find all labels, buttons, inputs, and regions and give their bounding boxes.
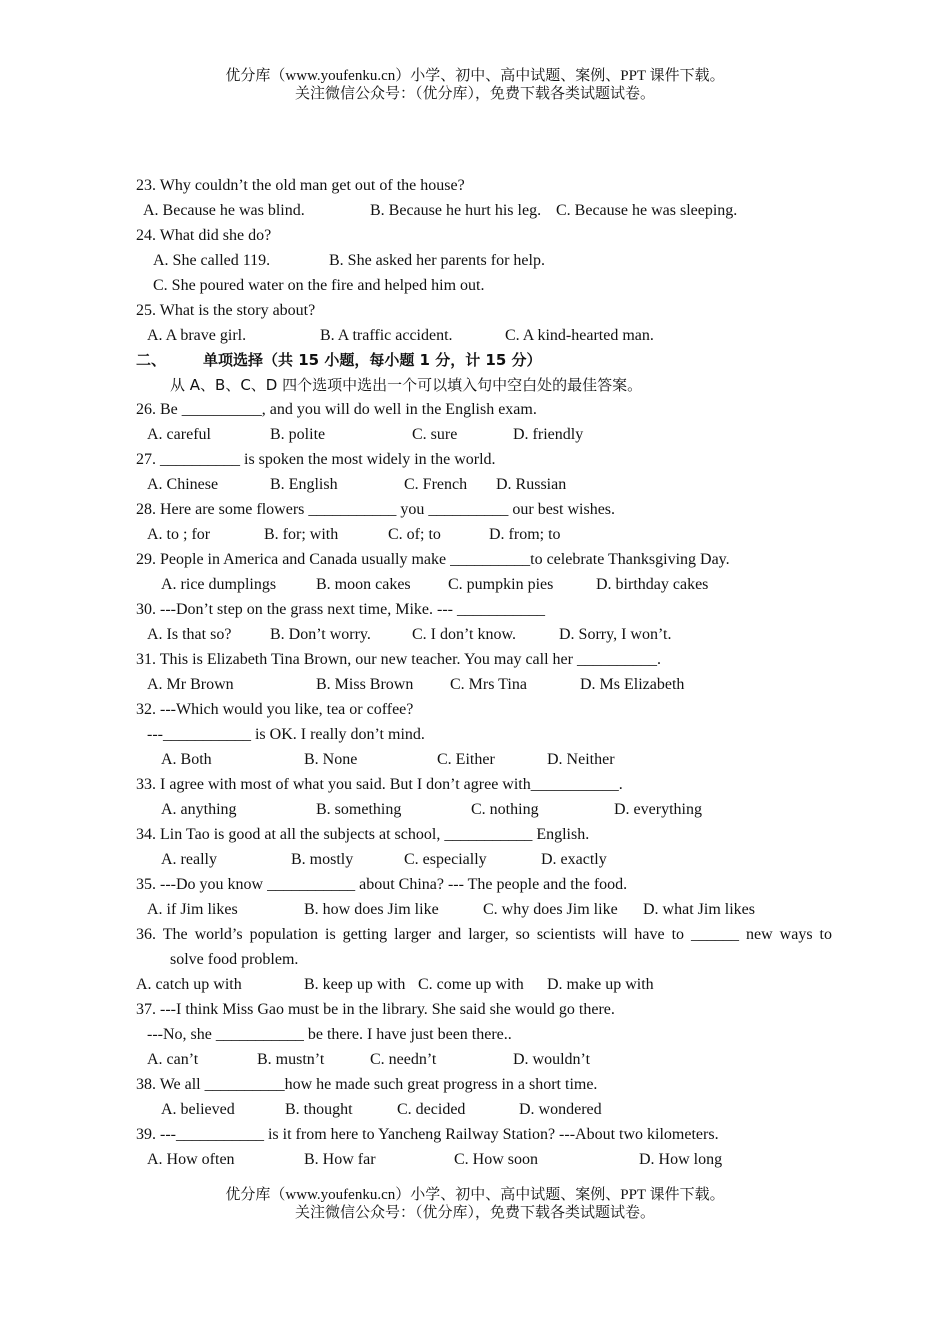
question-31-options: [0, 673, 950, 697]
option-b: B. A traffic accident.: [320, 327, 453, 344]
question-stem: 28. Here are some flowers ___________ you __________ our best wishes.: [136, 501, 616, 518]
option-a: A. Mr Brown: [147, 676, 234, 693]
option-b: B. Don’t worry.: [270, 626, 371, 643]
option-c: C. why does Jim like: [483, 901, 618, 918]
option-d: D. Russian: [496, 476, 567, 493]
option-d: D. everything: [614, 801, 702, 818]
question-24-options-2: [0, 274, 950, 298]
question-29: [0, 548, 950, 572]
footer-line-2: 关注微信公众号：（优分库），免费下载各类试题试卷。: [294, 1205, 655, 1221]
option-d: D. birthday cakes: [596, 576, 709, 593]
option-b: B. How far: [304, 1151, 376, 1168]
question-stem: 36. The world’s population is getting larger and larger, so scientists will have to ______ new ways to: [136, 926, 832, 943]
question-32-reply: [0, 723, 950, 747]
option-a: A. Is that so?: [147, 626, 232, 643]
question-30: [0, 598, 950, 622]
option-c: C. Either: [437, 751, 495, 768]
question-stem: 33. I agree with most of what you said. But I don’t agree with___________.: [136, 776, 623, 793]
option-d: D. Neither: [547, 751, 615, 768]
option-a: A. to ; for: [147, 526, 211, 543]
question-36: [0, 923, 950, 947]
question-29-options: [0, 573, 950, 597]
section-2-heading: [0, 348, 950, 372]
option-d: D. Ms Elizabeth: [580, 676, 685, 693]
question-stem: 34. Lin Tao is good at all the subjects at school, ___________ English.: [136, 826, 590, 843]
question-stem: 35. ---Do you know ___________ about China? --- The people and the food.: [136, 876, 628, 893]
page-header: [0, 67, 950, 103]
question-23-options: [0, 199, 950, 223]
question-32: [0, 698, 950, 722]
question-24-options: [0, 249, 950, 273]
option-b: B. thought: [285, 1101, 353, 1118]
option-c: C. A kind-hearted man.: [505, 327, 654, 344]
option-b: B. None: [304, 751, 358, 768]
option-c: C. pumpkin pies: [448, 576, 554, 593]
question-stem: 24. What did she do?: [136, 227, 272, 244]
option-d: D. exactly: [541, 851, 607, 868]
option-c: C. French: [404, 476, 468, 493]
question-27-options: [0, 473, 950, 497]
option-d: D. How long: [639, 1151, 723, 1168]
option-b: B. moon cakes: [316, 576, 411, 593]
section-number: 二、: [136, 351, 167, 369]
option-b: B. She asked her parents for help.: [329, 252, 545, 269]
question-stem: 39. ---___________ is it from here to Yancheng Railway Station? ---About two kilometers.: [136, 1126, 719, 1143]
question-31: [0, 648, 950, 672]
question-35-options: [0, 898, 950, 922]
question-stem: 32. ---Which would you like, tea or coffee?: [136, 701, 414, 718]
question-26-options: [0, 423, 950, 447]
option-a: A. Both: [161, 751, 212, 768]
question-stem: 29. People in America and Canada usually make __________to celebrate Thanksgiving Day.: [136, 551, 730, 568]
option-a: A. Because he was blind.: [143, 202, 305, 219]
option-c: C. Because he was sleeping.: [556, 202, 738, 219]
question-35: [0, 873, 950, 897]
footer-line-1: 优分库（www.youfenku.cn）小学、初中、高中试题、案例、PPT 课件下载。: [225, 1187, 725, 1203]
option-c: C. I don’t know.: [412, 626, 516, 643]
question-24: [0, 224, 950, 248]
option-d: D. friendly: [513, 426, 584, 443]
option-a: A. if Jim likes: [147, 901, 238, 918]
option-b: B. something: [316, 801, 402, 818]
option-d: D. wouldn’t: [513, 1051, 591, 1068]
option-c: C. How soon: [454, 1151, 539, 1168]
option-c: C. nothing: [471, 801, 539, 818]
question-39-options: [0, 1148, 950, 1172]
question-39: [0, 1123, 950, 1147]
section-2-instruction: [0, 373, 950, 397]
option-a: A. careful: [147, 426, 211, 443]
option-c: C. She poured water on the fire and helped him out.: [153, 277, 485, 294]
option-b: B. Miss Brown: [316, 676, 414, 693]
option-a: A. Chinese: [147, 476, 219, 493]
option-a: A. can’t: [147, 1051, 199, 1068]
question-27: [0, 448, 950, 472]
question-28: [0, 498, 950, 522]
option-c: C. decided: [397, 1101, 466, 1118]
question-37-reply: [0, 1023, 950, 1047]
question-stem-2: ---___________ is OK. I really don’t mind.: [147, 726, 425, 743]
question-38-options: [0, 1098, 950, 1122]
option-a: A. believed: [161, 1101, 235, 1118]
question-stem: 26. Be __________, and you will do well in the English exam.: [136, 401, 537, 418]
question-26: [0, 398, 950, 422]
header-line-1: 优分库（www.youfenku.cn）小学、初中、高中试题、案例、PPT 课件下载。: [225, 68, 725, 84]
option-d: D. what Jim likes: [643, 901, 755, 918]
option-c: C. Mrs Tina: [450, 676, 527, 693]
question-stem: 25. What is the story about?: [136, 302, 316, 319]
question-stem: 31. This is Elizabeth Tina Brown, our new teacher. You may call her __________.: [136, 651, 661, 668]
page-footer: [0, 1186, 950, 1222]
question-stem: 27. __________ is spoken the most widely in the world.: [136, 451, 496, 468]
question-32-options: [0, 748, 950, 772]
question-28-options: [0, 523, 950, 547]
question-37: [0, 998, 950, 1022]
option-b: B. Because he hurt his leg.: [370, 202, 542, 219]
question-34: [0, 823, 950, 847]
question-37-options: [0, 1048, 950, 1072]
question-stem: 38. We all __________how he made such great progress in a short time.: [136, 1076, 598, 1093]
option-a: A. really: [161, 851, 217, 868]
question-34-options: [0, 848, 950, 872]
header-line-2: 关注微信公众号：（优分库），免费下载各类试题试卷。: [294, 86, 655, 102]
question-33: [0, 773, 950, 797]
question-stem: 23. Why couldn’t the old man get out of the house?: [136, 177, 465, 194]
option-b: B. keep up with: [304, 976, 406, 993]
question-30-options: [0, 623, 950, 647]
option-a: A. She called 119.: [153, 252, 271, 269]
question-25-options: [0, 324, 950, 348]
question-stem: 37. ---I think Miss Gao must be in the library. She said she would go there.: [136, 1001, 615, 1018]
option-a: A. A brave girl.: [147, 327, 247, 344]
option-a: A. catch up with: [136, 976, 242, 993]
question-stem: 30. ---Don’t step on the grass next time, Mike. --- ___________: [136, 601, 545, 618]
option-b: B. mustn’t: [257, 1051, 325, 1068]
option-b: B. polite: [270, 426, 326, 443]
option-c: C. come up with: [418, 976, 524, 993]
option-a: A. anything: [161, 801, 237, 818]
question-25: [0, 299, 950, 323]
question-stem-2: solve food problem.: [170, 951, 299, 968]
option-a: A. How often: [147, 1151, 235, 1168]
option-c: C. needn’t: [370, 1051, 437, 1068]
option-c: C. of; to: [388, 526, 441, 543]
option-b: B. for; with: [264, 526, 339, 543]
question-23: [0, 174, 950, 198]
option-b: B. English: [270, 476, 338, 493]
question-33-options: [0, 798, 950, 822]
option-c: C. especially: [404, 851, 487, 868]
question-stem-2: ---No, she ___________ be there. I have just been there..: [147, 1026, 512, 1043]
option-d: D. make up with: [547, 976, 654, 993]
question-38: [0, 1073, 950, 1097]
question-36-options: [0, 973, 950, 997]
option-d: D. from; to: [489, 526, 561, 543]
option-d: D. wondered: [519, 1101, 602, 1118]
option-b: B. how does Jim like: [304, 901, 439, 918]
instruction-text: 从 A、B、C、D 四个选项中选出一个可以填入句中空白处的最佳答案。: [170, 376, 643, 394]
option-a: A. rice dumplings: [161, 576, 277, 593]
question-36-continued: [0, 948, 950, 972]
section-title: 单项选择（共 15 小题，每小题 1 分，计 15 分）: [203, 351, 542, 369]
option-b: B. mostly: [291, 851, 354, 868]
option-c: C. sure: [412, 426, 458, 443]
option-d: D. Sorry, I won’t.: [559, 626, 672, 643]
